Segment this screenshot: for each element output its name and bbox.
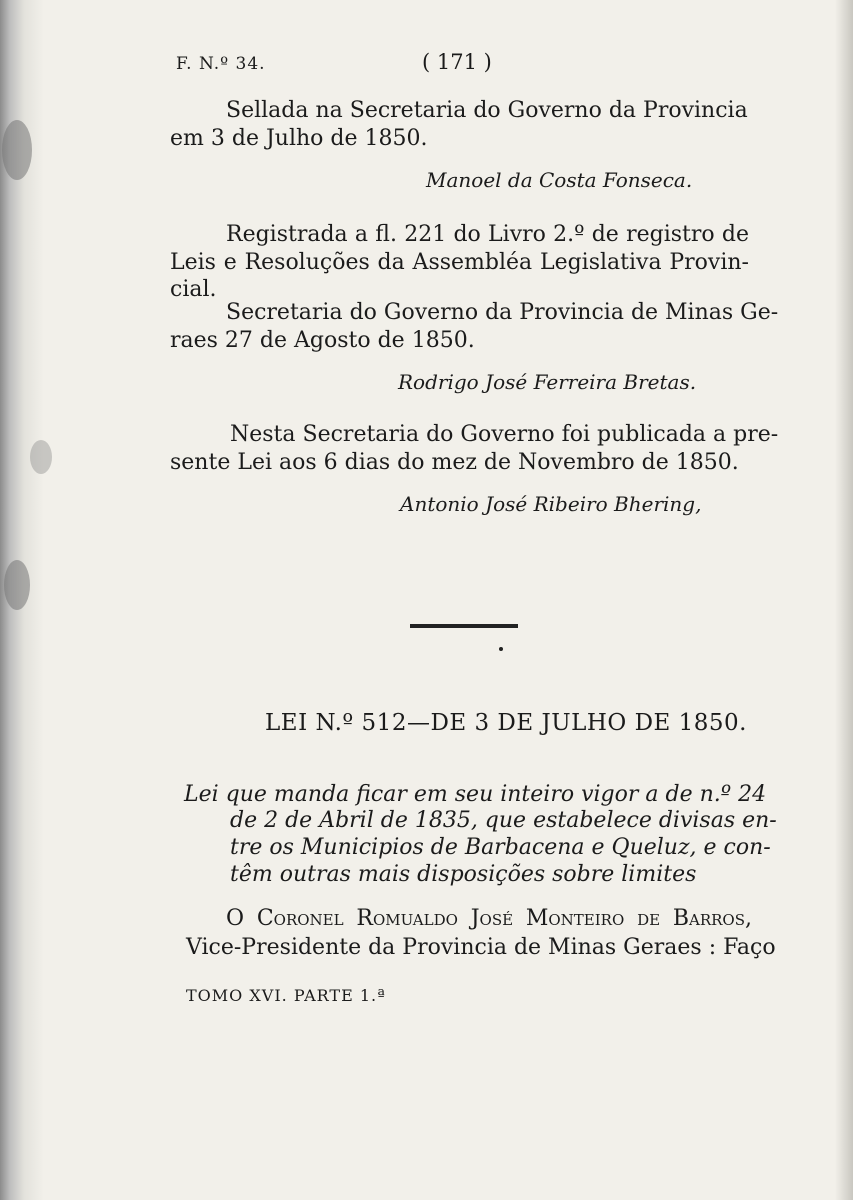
signature-line: Manoel da Costa Fonseca.	[426, 168, 693, 192]
page-number: ( 171 )	[422, 50, 492, 74]
text-line: cial.	[170, 277, 217, 302]
law-title: LEI N.º 512—DE 3 DE JULHO DE 1850.	[265, 710, 747, 736]
law-summary-line: de 2 de Abril de 1835, que estabelece divisas en-	[230, 808, 777, 833]
text-line: Leis e Resoluções da Assembléa Legislativa Provin-	[170, 250, 749, 275]
text-line: em 3 de Julho de 1850.	[170, 126, 428, 151]
text-line: raes 27 de Agosto de 1850.	[170, 328, 475, 353]
divider-dot	[499, 647, 503, 651]
signature-line: Rodrigo José Ferreira Bretas.	[398, 370, 697, 394]
law-body-line: Vice-Presidente da Provincia de Minas Geraes : Faço	[186, 935, 776, 960]
page-right-edge-shadow	[835, 0, 853, 1200]
section-divider	[410, 624, 518, 628]
stain-mark	[4, 560, 30, 610]
text-line: Nesta Secretaria do Governo foi publicada a pre-	[230, 422, 779, 447]
text-line: sente Lei aos 6 dias do mez de Novembro de 1850.	[170, 450, 739, 475]
law-body-line: O Coronel Romualdo José Monteiro de Barros,	[226, 906, 752, 931]
law-summary-line: têm outras mais disposições sobre limites	[230, 862, 697, 887]
text-line: Registrada a fl. 221 do Livro 2.º de registro de	[226, 222, 749, 247]
stain-mark	[30, 440, 52, 474]
law-summary-line: Lei que manda ficar em seu inteiro vigor a de n.º 24	[184, 782, 767, 807]
footer-signature-mark: TOMO XVI. PARTE 1.ª	[186, 986, 386, 1005]
stain-mark	[2, 120, 32, 180]
text-line: Secretaria do Governo da Provincia de Minas Ge-	[226, 300, 779, 325]
text-line: Sellada na Secretaria do Governo da Provincia	[226, 98, 748, 123]
signature-mark: F. N.º 34.	[176, 54, 266, 74]
law-summary-line: tre os Municipios de Barbacena e Queluz, e con-	[230, 835, 771, 860]
signature-line: Antonio José Ribeiro Bhering,	[400, 492, 702, 516]
